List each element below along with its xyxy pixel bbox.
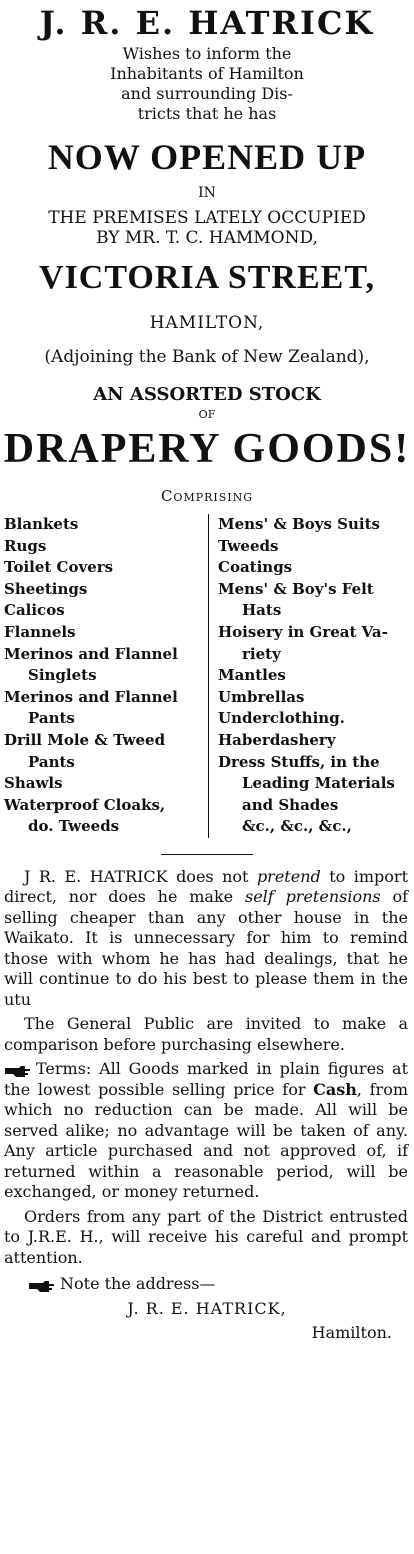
goods-item: and Shades bbox=[242, 795, 339, 814]
self-pretensions-word: self pretensions bbox=[245, 887, 381, 907]
statement-text: to import direct, nor does he make bbox=[4, 866, 408, 907]
goods-item: Flannels bbox=[4, 622, 76, 641]
goods-item: Mens' & Boys Suits bbox=[218, 515, 380, 533]
premises-line: BY MR. T. C. HAMMOND, bbox=[96, 228, 318, 248]
comprising-label: Comprising bbox=[160, 487, 254, 505]
address-name: J. R. E. HATRICK, bbox=[127, 1298, 287, 1318]
goods-item: Mantles bbox=[218, 666, 286, 685]
goods-item: Shawls bbox=[4, 774, 63, 793]
town-text: HAMILTON, bbox=[149, 313, 265, 333]
advertiser-name: J. R. E. HATRICK bbox=[39, 4, 375, 42]
intro-line: tricts that he has bbox=[137, 104, 277, 123]
terms-text: , from which no reduction can be made. All will be served alike; no advantage will be taken of any. Any article purchased and not approved of, if returned within a reasonable period, will be exchanged, or money returned. bbox=[4, 1079, 409, 1202]
goods-item: riety bbox=[242, 644, 281, 663]
pointing-hand-icon bbox=[4, 1063, 32, 1077]
pretend-word: pretend bbox=[256, 866, 321, 886]
now-opened-heading: NOW OPENED UP bbox=[47, 137, 367, 177]
goods-item: Hoisery in Great Va- bbox=[218, 622, 388, 641]
goods-item: Mens' & Boy's Felt bbox=[218, 579, 374, 598]
adjoining-text: (Adjoining the Bank of New Zealand), bbox=[44, 347, 370, 367]
of-text: OF bbox=[198, 408, 216, 421]
orders-paragraph: Orders from any part of the District entrusted to J.R.E. H., will receive his careful and prompt attention. bbox=[4, 1206, 408, 1267]
terms-text: Terms: All Goods marked in plain figures at the lowest possible selling price for bbox=[4, 1059, 408, 1099]
goods-item: Haberdashery bbox=[218, 730, 336, 749]
goods-list-left bbox=[4, 514, 209, 838]
note-text: Note the address— bbox=[60, 1274, 216, 1294]
goods-item: &c., &c., &c., bbox=[242, 817, 352, 836]
goods-item: Calicos bbox=[4, 601, 65, 620]
goods-item: Waterproof Cloaks, bbox=[4, 795, 166, 814]
intro-line: Wishes to inform the bbox=[122, 44, 292, 63]
goods-item: Dress Stuffs, in the bbox=[218, 752, 380, 771]
goods-item: Blankets bbox=[4, 515, 79, 533]
divider bbox=[161, 854, 253, 855]
cash-word: Cash bbox=[313, 1079, 357, 1099]
goods-item: Drill Mole & Tweed bbox=[4, 730, 166, 749]
goods-item: Umbrellas bbox=[218, 687, 305, 706]
goods-item: Toilet Covers bbox=[4, 558, 114, 577]
goods-item: Rugs bbox=[4, 536, 47, 555]
goods-item: Merinos and Flannel bbox=[4, 687, 178, 706]
goods-item: Merinos and Flannel bbox=[4, 644, 178, 663]
drapery-heading: DRAPERY GOODS! bbox=[3, 426, 411, 472]
premises-line: THE PREMISES LATELY OCCUPIED bbox=[48, 208, 366, 228]
goods-item: Sheetings bbox=[4, 579, 88, 598]
advertisement bbox=[0, 4, 414, 1554]
goods-item: Singlets bbox=[28, 666, 97, 685]
address-town: Hamilton. bbox=[311, 1323, 392, 1343]
pointing-hand-icon bbox=[28, 1278, 56, 1292]
goods-item: Underclothing. bbox=[218, 709, 345, 728]
intro-line: and surrounding Dis- bbox=[121, 84, 293, 103]
public-invite-paragraph: The General Public are invited to make a comparison before purchasing elsewhere. bbox=[4, 1014, 408, 1054]
stock-heading: AN ASSORTED STOCK bbox=[93, 384, 321, 405]
statement-text: J R. E. HATRICK does not bbox=[24, 866, 257, 886]
goods-item: Leading Materials bbox=[242, 774, 395, 793]
goods-list-right bbox=[209, 514, 410, 838]
statement-text: of selling cheaper than any other house in the Waikato. It is unnecessary for him to remind those with whom he has had dealings, that he will continue to do his best to please them in the utu bbox=[4, 887, 409, 1009]
premises-text bbox=[0, 208, 414, 248]
goods-item: do. Tweeds bbox=[28, 817, 120, 836]
street-heading: VICTORIA STREET, bbox=[39, 259, 375, 296]
intro-text bbox=[0, 44, 414, 124]
intro-line: Inhabitants of Hamilton bbox=[110, 64, 304, 83]
goods-item: Pants bbox=[28, 752, 75, 771]
terms-paragraph bbox=[4, 1059, 408, 1203]
goods-item: Pants bbox=[28, 709, 75, 728]
goods-item: Tweeds bbox=[218, 536, 279, 555]
statement-paragraph bbox=[4, 867, 408, 1011]
note-line bbox=[28, 1274, 408, 1295]
goods-list bbox=[4, 514, 410, 838]
goods-item: Coatings bbox=[218, 558, 293, 577]
goods-item: Hats bbox=[242, 601, 282, 620]
in-text: IN bbox=[198, 185, 216, 201]
